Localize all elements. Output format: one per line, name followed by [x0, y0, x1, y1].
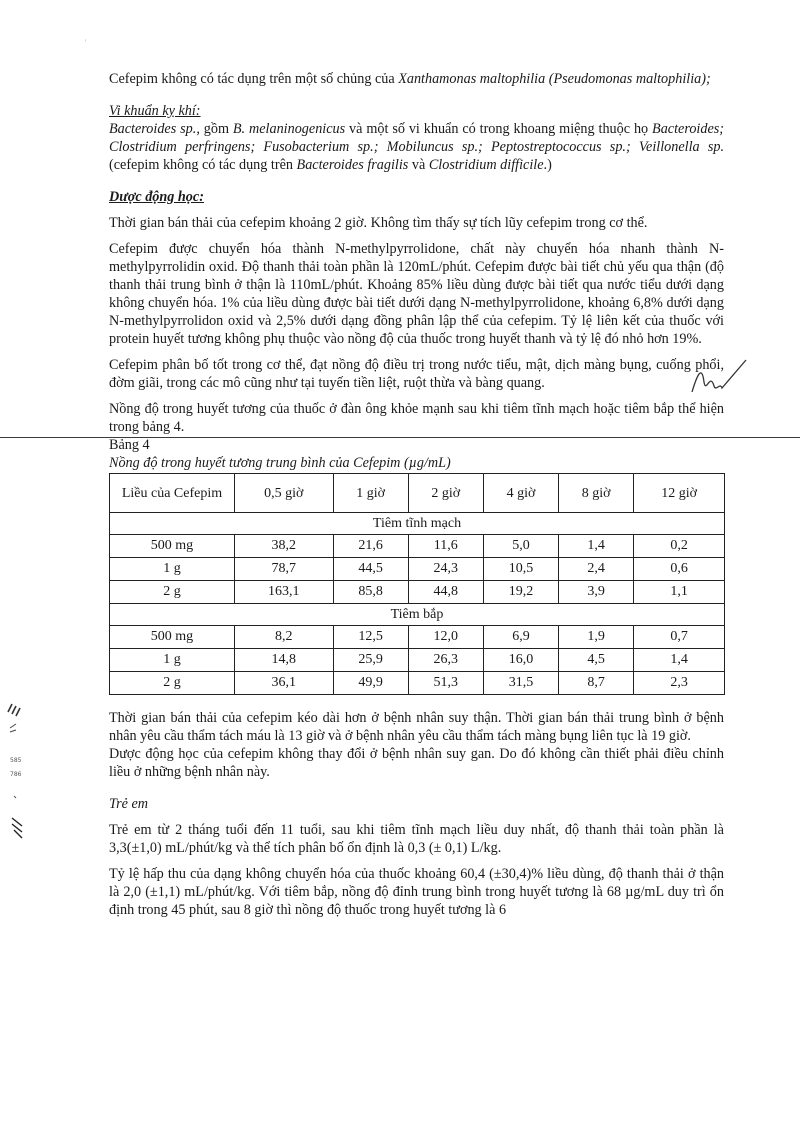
- section-row-im: [110, 604, 725, 626]
- value-cell: 12,0: [408, 626, 483, 649]
- dose-cell: 1 g: [110, 558, 235, 581]
- value-cell: 44,5: [333, 558, 408, 581]
- value-cell: 21,6: [333, 535, 408, 558]
- children-heading: Trẻ em: [109, 796, 149, 812]
- paragraph-distribution: Cefepim phân bố tốt trong cơ thể, đạt nồng độ điều trị trong nước tiểu, mật, dịch màng bụng, cuống phổi, đờm giãi, trong các mô cũng như tại tuyến tiền liệt, ruột thừa và bàng quang.: [109, 357, 724, 391]
- value-cell: 1,1: [634, 581, 725, 604]
- anaerobe-heading: Vi khuẩn kỵ khí:: [109, 103, 201, 119]
- header-dose: Liều của Cefepim: [110, 474, 235, 513]
- value-cell: 26,3: [408, 649, 483, 672]
- section-label-im: Tiêm bắp: [110, 604, 725, 626]
- value-cell: 1,9: [559, 626, 634, 649]
- table-row: [110, 626, 725, 649]
- header-cell: 8 giờ: [559, 474, 634, 513]
- header-cell: 12 giờ: [634, 474, 725, 513]
- value-cell: 19,2: [483, 581, 558, 604]
- paragraph-children-absorption: Tỷ lệ hấp thu của dạng không chuyển hóa của thuốc khoảng 60,4 (±30,4)% liều dùng, độ thanh thải ở thận là 2,0 (±1,1) mL/phút/kg. Với tiêm bắp, nồng độ đỉnh trung bình trong huyết tương là 68 µg/mL duy trì ổn định trong 45 phút, sau 8 giờ thì nồng độ thuốc trong huyết tương là 6: [109, 866, 724, 918]
- value-cell: 1,4: [559, 535, 634, 558]
- dose-cell: 1 g: [110, 649, 235, 672]
- value-cell: 0,2: [634, 535, 725, 558]
- value-cell: 0,7: [634, 626, 725, 649]
- header-cell: 2 giờ: [408, 474, 483, 513]
- value-cell: 8,2: [235, 626, 334, 649]
- scan-speck: ': [85, 38, 87, 47]
- value-cell: 6,9: [483, 626, 558, 649]
- table-header-row: [110, 474, 725, 513]
- table-row: [110, 535, 725, 558]
- value-cell: 4,5: [559, 649, 634, 672]
- value-cell: 16,0: [483, 649, 558, 672]
- header-cell: 4 giờ: [483, 474, 558, 513]
- value-cell: 14,8: [235, 649, 334, 672]
- header-cell: 1 giờ: [333, 474, 408, 513]
- value-cell: 5,0: [483, 535, 558, 558]
- value-cell: 163,1: [235, 581, 334, 604]
- dose-cell: 500 mg: [110, 626, 235, 649]
- value-cell: 51,3: [408, 672, 483, 695]
- value-cell: 10,5: [483, 558, 558, 581]
- value-cell: 11,6: [408, 535, 483, 558]
- dose-cell: 500 mg: [110, 535, 235, 558]
- value-cell: 8,7: [559, 672, 634, 695]
- value-cell: 2,4: [559, 558, 634, 581]
- value-cell: 31,5: [483, 672, 558, 695]
- table-caption: Nồng độ trong huyết tương trung bình của Cefepim (µg/mL): [109, 455, 451, 471]
- section-label-iv: Tiêm tĩnh mạch: [110, 513, 725, 535]
- concentration-table: [109, 473, 725, 695]
- pk-heading: Dược động học:: [109, 189, 204, 205]
- value-cell: 44,8: [408, 581, 483, 604]
- table-row: [110, 672, 725, 695]
- dose-cell: 2 g: [110, 581, 235, 604]
- value-cell: 38,2: [235, 535, 334, 558]
- value-cell: 2,3: [634, 672, 725, 695]
- paragraph-xanthomonas: Cefepim không có tác dụng trên một số chủng của Xanthamonas maltophilia (Pseudomonas maltophilia);: [109, 71, 711, 87]
- value-cell: 0,6: [634, 558, 725, 581]
- table-number: Bảng 4: [109, 437, 150, 453]
- paragraph-anaerobes: Bacteroides sp., gồm B. melaninogenicus và một số vi khuẩn có trong khoang miệng thuộc họ Bacteroides; Clostridium perfringens; Fusobacterium sp.; Mobiluncus sp.; Peptostreptococcus sp.; Veillonella sp. (cefepim không có tác dụng trên Bacteroides fragilis và Clostridium difficile.): [109, 121, 724, 173]
- paragraph-children-clearance: Trẻ em từ 2 tháng tuổi đến 11 tuổi, sau khi tiêm tĩnh mạch liều duy nhất, độ thanh thải toàn phần là 3,3(±1,0) mL/phút/kg và thể tích phân bố ổn định là 0,3 (± 0,1) L/kg.: [109, 822, 724, 856]
- paragraph-plasma-levels: Nồng độ trong huyết tương của thuốc ở đàn ông khỏe mạnh sau khi tiêm tĩnh mạch hoặc tiêm bắp thể hiện trong bảng 4.: [109, 401, 724, 435]
- paragraph-renal-impairment: Thời gian bán thải của cefepim kéo dài hơn ở bệnh nhân suy thận. Thời gian bán thải trung bình ở bệnh nhân yêu cầu thẩm tách máu là 13 giờ và ở bệnh nhân yêu cầu thẩm tách màng bụng liên tục là 19 giờ.: [109, 710, 724, 744]
- value-cell: 78,7: [235, 558, 334, 581]
- paragraph-half-life: Thời gian bán thải của cefepim khoảng 2 giờ. Không tìm thấy sự tích lũy cefepim trong cơ thể.: [109, 215, 648, 231]
- table-row: [110, 581, 725, 604]
- margin-marks: [4, 700, 28, 850]
- paragraph-metabolism: Cefepim được chuyển hóa thành N-methylpyrrolidone, chất này chuyển hóa nhanh thành N-methylpyrrolidin oxid. Độ thanh thải toàn phần là 120mL/phút. Cefepim được bài tiết chủ yếu qua thận (độ thanh thải trung bình ở thận là 110mL/phút. Khoảng 85% liều dùng được bài tiết qua nước tiểu dưới dạng không chuyển hóa. 1% của liều dùng được bài tiết dưới dạng N-methylpyrrolidone, khoảng 6,8% dưới dạng N-methylpyrrolidon oxid và 2,5% dưới dạng đồng phân lập thể của cefepim. Tỷ lệ liên kết của thuốc với protein huyết tương không phụ thuộc vào nồng độ của thuốc trong huyết thanh và tỷ lệ đó nhỏ hơn 19%.: [109, 241, 724, 347]
- value-cell: 36,1: [235, 672, 334, 695]
- value-cell: 3,9: [559, 581, 634, 604]
- section-row-iv: [110, 513, 725, 535]
- svg-text:786: 786: [10, 771, 22, 778]
- table-row: [110, 649, 725, 672]
- table-row: [110, 558, 725, 581]
- header-cell: 0,5 giờ: [235, 474, 334, 513]
- paragraph-hepatic-impairment: Dược động học của cefepim không thay đổi ở bệnh nhân suy gan. Do đó không cần thiết phải điều chỉnh liều ở những bệnh nhân này.: [109, 746, 724, 780]
- svg-text:585: 585: [10, 757, 22, 764]
- value-cell: 25,9: [333, 649, 408, 672]
- value-cell: 1,4: [634, 649, 725, 672]
- value-cell: 85,8: [333, 581, 408, 604]
- document-body: [109, 70, 724, 919]
- value-cell: 24,3: [408, 558, 483, 581]
- value-cell: 49,9: [333, 672, 408, 695]
- value-cell: 12,5: [333, 626, 408, 649]
- dose-cell: 2 g: [110, 672, 235, 695]
